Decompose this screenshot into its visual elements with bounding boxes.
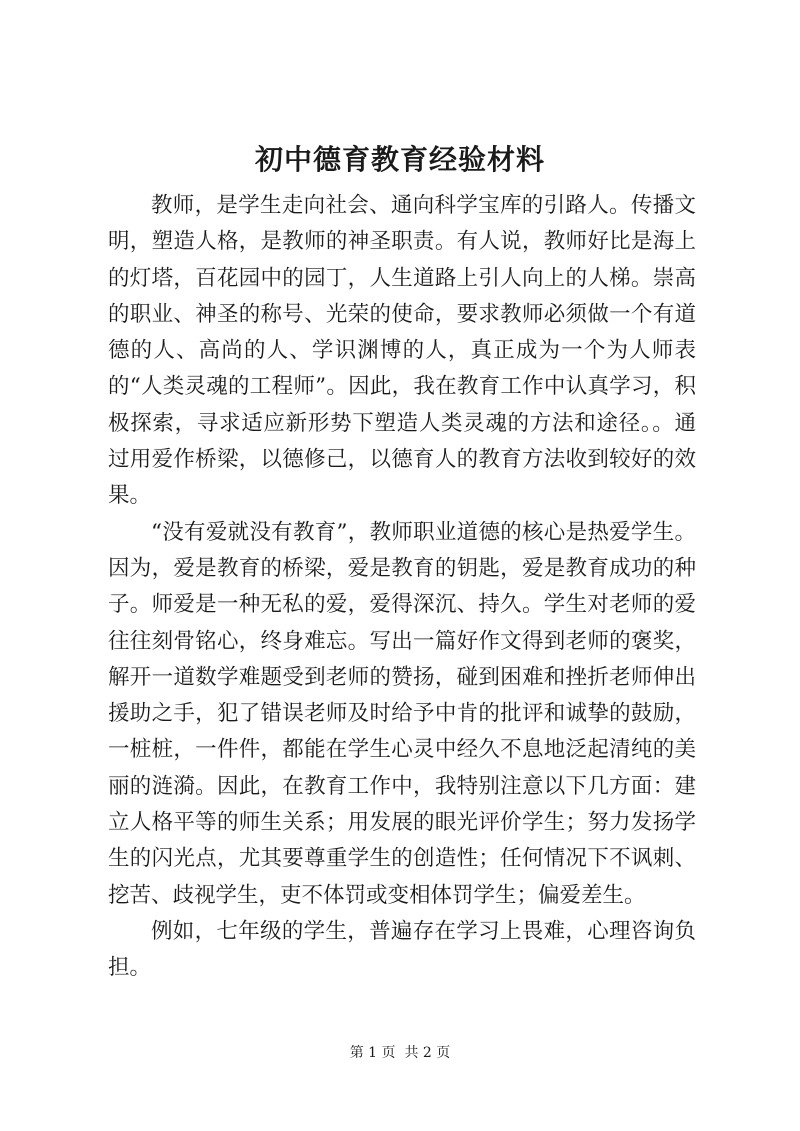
page-number: 第 1 页 共 2 页 xyxy=(349,1045,451,1061)
paragraph-3: 例如，七年级的学生，普遍存在学习上畏难，心理咨询负担。 xyxy=(108,918,696,981)
document-body xyxy=(108,188,696,987)
page-footer xyxy=(0,1043,800,1063)
document-title: 初中德育教育经验材料 xyxy=(254,143,545,176)
paragraph-1: 教师，是学生走向社会、通向科学宝库的引路人。传播文明，塑造人格，是教师的神圣职责。有人说，教师好比是海上的灯塔，百花园中的园丁，人生道路上引人向上的人梯。崇高的职业、神圣的称号、光荣的使命，要求教师必须做一个有道德的人、高尚的人、学识渊博的人，真正成为一个为人师表的“人类灵魂的工程师”。因此，我在教育工作中认真学习，积极探索，寻求适应新形势下塑造人类灵魂的方法和途径。。通过用爱作桥梁，以德修己，以德育人的教育方法收到较好的效果。 xyxy=(108,193,696,509)
paragraph-2: “没有爱就没有教育”，教师职业道德的核心是热爱学生。因为，爱是教育的桥梁，爱是教育的钥匙，爱是教育成功的种子。师爱是一种无私的爱，爱得深沉、持久。学生对老师的爱往往刻骨铭心，终身难忘。写出一篇好作文得到老师的褒奖，解开一道数学难题受到老师的赞扬，碰到困难和挫折老师伸出援助之手，犯了错误老师及时给予中肯的批评和诚挚的鼓励，一桩桩，一件件，都能在学生心灵中经久不息地泛起清纯的美丽的涟漪。因此，在教育工作中，我特别注意以下几方面：建立人格平等的师生关系；用发展的眼光评价学生；努力发扬学生的闪光点，尤其要尊重学生的创造性；任何情况下不讽刺、挖苦、歧视学生，吏不体罚或变相体罚学生；偏爱差生。 xyxy=(108,519,696,908)
